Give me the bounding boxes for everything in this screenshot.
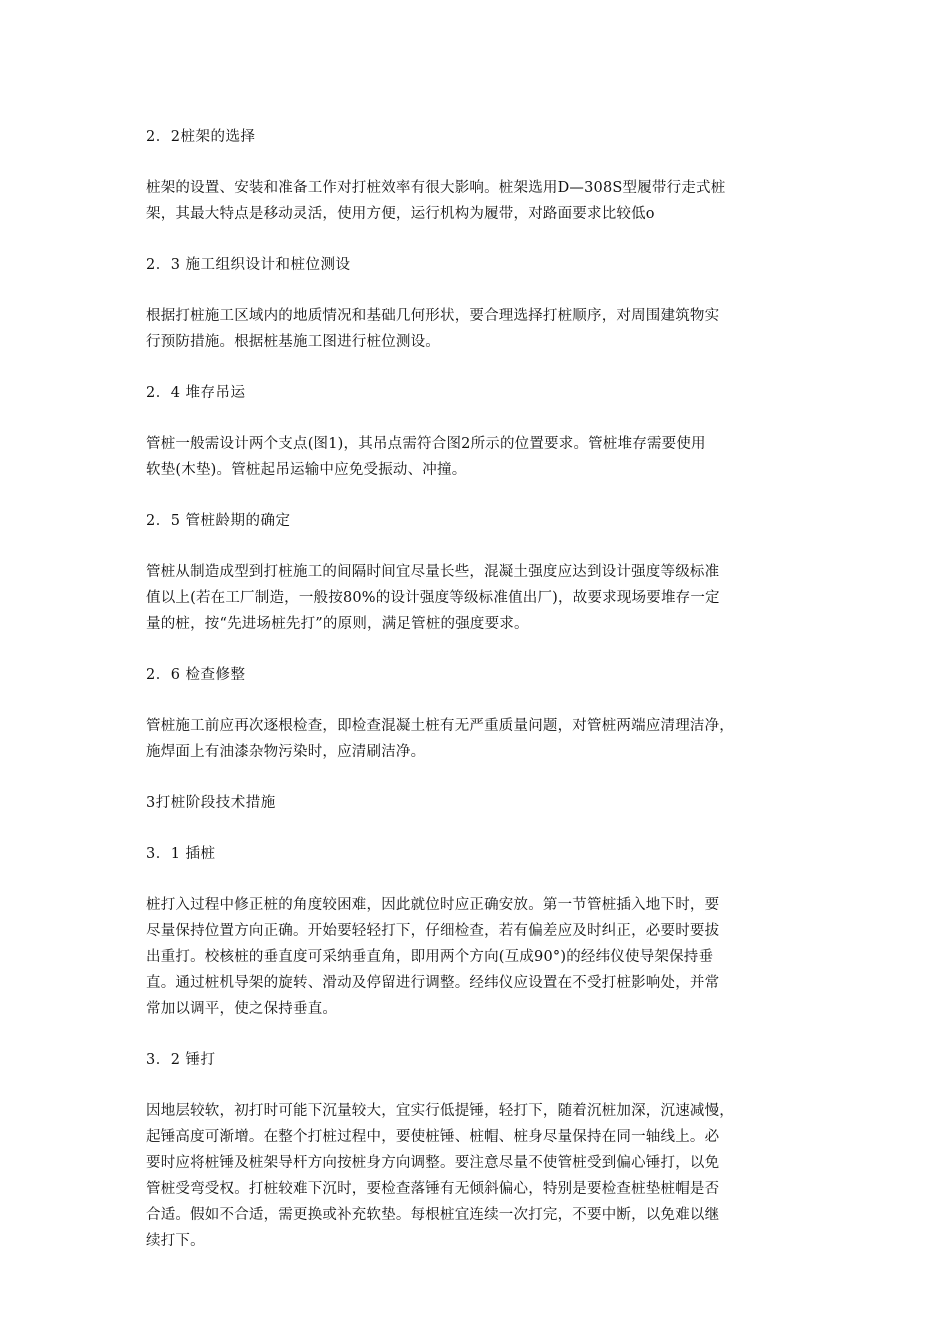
text-line: 桩架的设置、安装和准备工作对打桩效率有很大影响。桩架选用D—308S型履带行走式桩 <box>146 180 726 196</box>
paragraph-storage-lifting <box>146 431 810 483</box>
section-heading-3-2: 3．2 锤打 <box>146 1052 216 1068</box>
section-heading-2-3: 2．3 施工组织设计和桩位测设 <box>146 257 351 273</box>
text-line: 软垫(木垫)。管桩起吊运输中应免受振动、冲撞。 <box>146 462 467 478</box>
section-heading-3-1: 3．1 插桩 <box>146 846 216 862</box>
text-line: 因地层较软，初打时可能下沉量较大，宜实行低提锤，轻打下，随着沉桩加深，沉速减慢， <box>146 1103 734 1119</box>
text-line: 续打下。 <box>146 1233 205 1249</box>
text-line: 管桩从制造成型到打桩施工的间隔时间宜尽量长些，混凝土强度应达到设计强度等级标准 <box>146 564 720 580</box>
text-line: 要时应将桩锤及桩架导杆方向按桩身方向调整。要注意尽量不使管桩受到偏心锤打，以免 <box>146 1155 720 1171</box>
paragraph-construction-design <box>146 303 810 355</box>
text-line: 施焊面上有油漆杂物污染时，应清刷洁净。 <box>146 744 426 760</box>
text-line: 出重打。校核桩的垂直度可采纳垂直角，即用两个方向(互成90°)的经纬仪使导架保持垂 <box>146 949 714 965</box>
section-heading-3: 3打桩阶段技术措施 <box>146 795 276 811</box>
section-heading-2-5: 2．5 管桩龄期的确定 <box>146 513 291 529</box>
text-line: 管桩受弯受权。打桩较难下沉时，要检查落锤有无倾斜偏心，特别是要检查桩垫桩帽是否 <box>146 1181 720 1197</box>
text-line: 架，其最大特点是移动灵活，使用方便，运行机构为履带，对路面要求比较低o <box>146 206 655 222</box>
section-heading-2-4: 2．4 堆存吊运 <box>146 385 246 401</box>
text-line: 合适。假如不合适，需更换或补充软垫。每根桩宜连续一次打完，不要中断，以免难以继 <box>146 1207 720 1223</box>
section-heading-2-6: 2．6 检查修整 <box>146 667 246 683</box>
text-line: 起锤高度可渐增。在整个打桩过程中，要使桩锤、桩帽、桩身尽量保持在同一轴线上。必 <box>146 1129 720 1145</box>
text-line: 量的桩，按“先进场桩先打”的原则，满足管桩的强度要求。 <box>146 616 529 632</box>
paragraph-pile-frame <box>146 175 810 227</box>
document-body <box>146 124 810 1279</box>
paragraph-inspection <box>146 713 810 765</box>
text-line: 尽量保持位置方向正确。开始要轻轻打下，仔细检查，若有偏差应及时纠正，必要时要拔 <box>146 923 720 939</box>
text-line: 桩打入过程中修正桩的角度较困难，因此就位时应正确安放。第一节管桩插入地下时，要 <box>146 897 720 913</box>
section-heading-2-2: 2．2桩架的选择 <box>146 129 256 145</box>
text-line: 值以上(若在工厂制造，一般按80%的设计强度等级标准值出厂)，故要求现场要堆存一定 <box>146 590 720 606</box>
text-line: 直。通过桩机导架的旋转、滑动及停留进行调整。经纬仪应设置在不受打桩影响处，并常 <box>146 975 720 991</box>
text-line: 管桩一般需设计两个支点(图1)，其吊点需符合图2所示的位置要求。管桩堆存需要使用 <box>146 436 706 452</box>
paragraph-hammering <box>146 1098 810 1254</box>
text-line: 常加以调平，使之保持垂直。 <box>146 1001 338 1017</box>
paragraph-pile-insertion <box>146 892 810 1022</box>
text-line: 根据打桩施工区域内的地质情况和基础几何形状，要合理选择打桩顺序，对周围建筑物实 <box>146 308 720 324</box>
paragraph-pile-age <box>146 559 810 637</box>
text-line: 行预防措施。根据桩基施工图进行桩位测设。 <box>146 334 440 350</box>
text-line: 管桩施工前应再次逐根检查，即检查混凝土桩有无严重质量问题，对管桩两端应清理洁净， <box>146 718 734 734</box>
